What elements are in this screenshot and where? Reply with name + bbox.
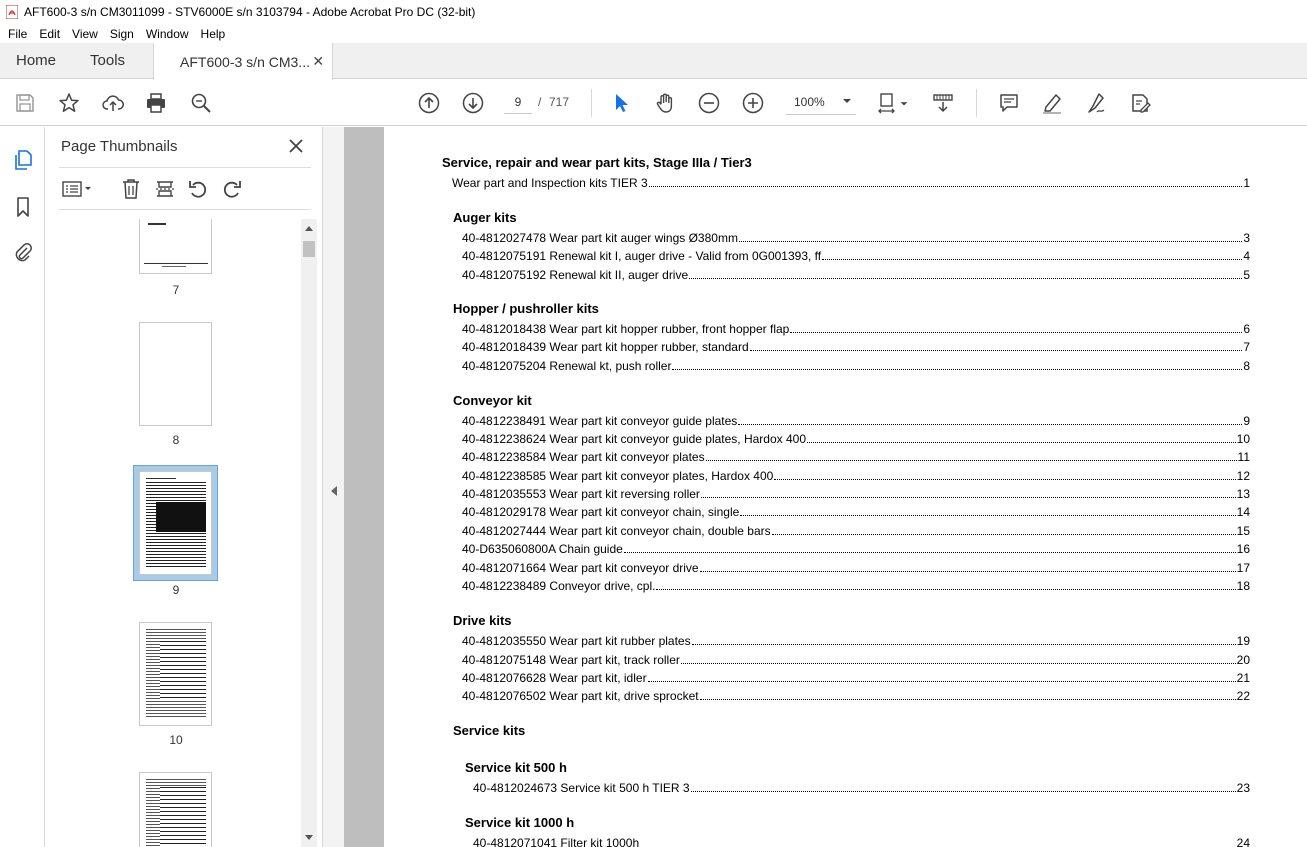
- tab-row: [0, 43, 1307, 79]
- toc-row[interactable]: [462, 540, 1250, 556]
- toc-leader: [656, 589, 1235, 590]
- close-tab-icon[interactable]: ✕: [312, 53, 325, 69]
- title-bar: [0, 0, 1307, 24]
- zoom-search-icon[interactable]: [189, 91, 213, 115]
- toc-row-page: 11: [1237, 450, 1250, 464]
- tab-home[interactable]: Home: [16, 52, 57, 69]
- tab-tools[interactable]: Tools: [90, 52, 126, 69]
- toc-row-text: 40-4812076628 Wear part kit, idler: [462, 671, 647, 685]
- toc-row-text: 40-4812238489 Conveyor drive, cpl.: [462, 579, 656, 593]
- next-page-icon[interactable]: [461, 91, 485, 115]
- thumbnail-page-number: 8: [172, 433, 180, 447]
- toc-row[interactable]: [462, 467, 1250, 483]
- menu-help[interactable]: Help: [200, 26, 226, 41]
- toc-row-page: 3: [1243, 231, 1250, 245]
- bookmark-icon[interactable]: [10, 194, 36, 220]
- edit-document-icon[interactable]: [1128, 91, 1152, 115]
- toc-row-text: 40-4812075204 Renewal kt, push roller: [462, 359, 672, 373]
- toc-row-text: 40-4812076502 Wear part kit, drive sprocket: [462, 689, 699, 703]
- zoom-out-icon[interactable]: [697, 91, 721, 115]
- toc-row[interactable]: [462, 632, 1250, 648]
- toc-leader: [822, 259, 1242, 260]
- main-toolbar: [0, 80, 1307, 126]
- toc-leader: [807, 442, 1236, 443]
- toc-row[interactable]: [462, 669, 1250, 685]
- comment-icon[interactable]: [997, 91, 1021, 115]
- toc-row-page: 7: [1243, 340, 1250, 354]
- page-thumbnail[interactable]: [139, 622, 212, 726]
- thumbnail-page-number: 9: [172, 583, 180, 597]
- thumbnail-options-icon[interactable]: [61, 177, 95, 201]
- page-thumbnail[interactable]: [139, 772, 212, 847]
- thumbnails-scrollbar[interactable]: [301, 219, 317, 847]
- toc-leader: [700, 699, 1236, 700]
- toc-row-page: 1: [1243, 176, 1250, 190]
- toc-leader: [774, 479, 1235, 480]
- toc-row-text: 40-4812238584 Wear part kit conveyor plates: [462, 450, 705, 464]
- highlight-pen-icon[interactable]: [1040, 91, 1064, 115]
- page-total: 717: [549, 95, 570, 109]
- page-thumbnail[interactable]: [139, 322, 212, 426]
- toc-row[interactable]: [473, 779, 1250, 795]
- toc-row-text: Wear part and Inspection kits TIER 3: [452, 176, 648, 190]
- toc-row-text: 40-4812035550 Wear part kit rubber plates: [462, 634, 691, 648]
- toc-row-text: 40-4812024673 Service kit 500 h TIER 3: [473, 781, 690, 795]
- print-icon[interactable]: [144, 91, 168, 115]
- thumbnail-page-number: 10: [169, 733, 183, 747]
- toolbar-divider: [591, 89, 592, 117]
- toc-section-heading: Service kits: [453, 723, 526, 738]
- scroll-up-icon[interactable]: [301, 219, 317, 237]
- menu-edit[interactable]: Edit: [39, 26, 61, 41]
- acrobat-logo-icon: [6, 5, 18, 19]
- toc-leader: [681, 663, 1236, 664]
- toc-row[interactable]: [462, 448, 1250, 464]
- page-fit-icon[interactable]: [876, 91, 900, 115]
- tab-document[interactable]: [153, 43, 333, 80]
- toc-row[interactable]: [462, 503, 1250, 519]
- toc-row[interactable]: [462, 577, 1250, 593]
- toc-leader: [700, 571, 1236, 572]
- toc-row[interactable]: [462, 522, 1250, 538]
- toc-leader: [772, 534, 1236, 535]
- toc-row-text: 40-4812029178 Wear part kit conveyor chain, single: [462, 505, 740, 519]
- toc-leader: [624, 552, 1236, 553]
- toc-leader: [649, 186, 1243, 187]
- scroll-down-icon[interactable]: [301, 829, 317, 847]
- toc-row[interactable]: [462, 357, 1250, 373]
- toc-row[interactable]: [462, 559, 1250, 575]
- toc-row-page: 5: [1243, 268, 1250, 282]
- panel-splitter[interactable]: [322, 127, 344, 847]
- star-icon[interactable]: [57, 91, 81, 115]
- toc-row-text: 40-4812071041 Filter kit 1000h: [473, 836, 640, 847]
- toc-row-page: 20: [1236, 653, 1250, 667]
- collapse-panel-icon[interactable]: [329, 483, 339, 499]
- toc-row-page: 23: [1236, 781, 1250, 795]
- rotate-left-icon[interactable]: [186, 177, 210, 201]
- sign-pen-icon[interactable]: [1084, 91, 1108, 115]
- toc-row-page: 16: [1236, 542, 1250, 556]
- menu-bar: [0, 24, 1307, 43]
- toc-row-text: 40-4812035553 Wear part kit reversing roller: [462, 487, 700, 501]
- toc-row-page: 17: [1236, 561, 1250, 575]
- toc-leader: [739, 241, 1242, 242]
- menu-file[interactable]: File: [8, 26, 28, 41]
- scroll-mode-icon[interactable]: [931, 91, 955, 115]
- toc-row-text: 40-4812071664 Wear part kit conveyor drive: [462, 561, 699, 575]
- toc-leader: [790, 332, 1242, 333]
- extract-pages-icon[interactable]: [153, 177, 177, 201]
- toc-main-heading: Service, repair and wear part kits, Stage IIIa / Tier3: [442, 155, 752, 170]
- pdf-page: [384, 127, 1307, 847]
- toc-row[interactable]: [462, 338, 1250, 354]
- toc-leader: [672, 369, 1242, 370]
- toc-leader: [750, 350, 1243, 351]
- toc-row-page: 19: [1236, 634, 1250, 648]
- toc-row[interactable]: [462, 430, 1250, 446]
- toc-leader: [689, 278, 1242, 279]
- page-thumbnail-selected[interactable]: [139, 471, 212, 575]
- toc-row-page: 14: [1236, 505, 1250, 519]
- toc-leader: [648, 681, 1236, 682]
- toc-row-page: 13: [1236, 487, 1250, 501]
- scrollbar-thumb[interactable]: [303, 241, 315, 257]
- toc-row-text: 40-4812018439 Wear part kit hopper rubber, standard: [462, 340, 749, 354]
- toc-row[interactable]: [462, 412, 1250, 428]
- toc-row[interactable]: [462, 651, 1250, 667]
- toc-row-page: 24: [1236, 836, 1250, 847]
- toc-row-page: 10: [1236, 432, 1250, 446]
- toc-row-page: 8: [1243, 359, 1250, 373]
- chevron-down-icon: [842, 95, 852, 109]
- toc-row-text: 40-4812075191 Renewal kit I, auger drive - Valid from 0G001393, ff: [462, 249, 822, 263]
- toc-row-text: 40-4812027444 Wear part kit conveyor chain, double bars: [462, 524, 771, 538]
- thumbnails-toolbar: [59, 175, 311, 203]
- toc-row[interactable]: [473, 834, 1250, 847]
- toc-section-heading: Auger kits: [453, 210, 517, 225]
- toolbar-divider: [976, 89, 977, 117]
- toc-row-page: 22: [1236, 689, 1250, 703]
- menu-window[interactable]: Window: [145, 26, 189, 41]
- toc-leader: [692, 644, 1236, 645]
- toc-row-page: 6: [1243, 322, 1250, 336]
- toc-row[interactable]: [462, 687, 1250, 703]
- toc-row-text: 40-4812238491 Wear part kit conveyor guide plates: [462, 414, 738, 428]
- panel-divider: [59, 209, 311, 210]
- toc-row-page: 4: [1243, 249, 1250, 263]
- toc-section-heading: Hopper / pushroller kits: [453, 301, 599, 316]
- page-separator: /: [538, 95, 542, 109]
- navigation-rail: [0, 127, 45, 847]
- toc-leader: [706, 460, 1237, 461]
- toc-row-text: 40-4812075148 Wear part kit, track roller: [462, 653, 680, 667]
- rotate-right-icon[interactable]: [220, 177, 244, 201]
- panel-divider: [59, 167, 311, 168]
- toc-subsection-heading: Service kit 500 h: [465, 760, 567, 775]
- toc-row-page: 21: [1236, 671, 1250, 685]
- toc-section-heading: Conveyor kit: [453, 393, 532, 408]
- page-thumbnail[interactable]: [139, 219, 212, 274]
- toc-row-text: 40-4812018438 Wear part kit hopper rubber, front hopper flap: [462, 322, 790, 336]
- attachment-icon[interactable]: [10, 240, 36, 266]
- previous-page-icon[interactable]: [417, 91, 441, 115]
- toc-row-page: 9: [1243, 414, 1250, 428]
- toc-row-text: 40-4812075192 Renewal kit II, auger drive: [462, 268, 689, 282]
- toc-leader: [740, 515, 1235, 516]
- thumbnails-list: [59, 219, 305, 847]
- thumbnail-page-number: 7: [172, 283, 180, 297]
- close-panel-icon[interactable]: [285, 135, 307, 157]
- menu-sign[interactable]: Sign: [109, 26, 134, 41]
- toc-row[interactable]: [462, 229, 1250, 245]
- thumbnails-panel: [45, 127, 322, 847]
- toc-subsection-heading: Service kit 1000 h: [465, 815, 575, 830]
- toc-row-page: 18: [1236, 579, 1250, 593]
- toc-row[interactable]: [462, 320, 1250, 336]
- page-fit-dropdown-icon[interactable]: [898, 91, 910, 115]
- toc-row-text: 40-4812238624 Wear part kit conveyor guide plates, Hardox 400: [462, 432, 806, 446]
- toc-row[interactable]: [462, 247, 1250, 263]
- zoom-dropdown[interactable]: [786, 89, 856, 115]
- toc-leader: [691, 791, 1236, 792]
- zoom-value: 100%: [794, 94, 825, 109]
- toc-row-page: 12: [1236, 469, 1250, 483]
- hand-tool-icon[interactable]: [653, 91, 677, 115]
- zoom-in-icon[interactable]: [741, 91, 765, 115]
- page-number-input[interactable]: [504, 90, 532, 114]
- toc-row-text: 40-4812238585 Wear part kit conveyor plates, Hardox 400: [462, 469, 774, 483]
- document-tab-label: AFT600-3 s/n CM3...: [180, 53, 310, 70]
- toc-row-page: 15: [1236, 524, 1250, 538]
- toc-row[interactable]: [462, 266, 1250, 282]
- toc-leader: [701, 497, 1236, 498]
- toc-row-text: 40-D635060800A Chain guide: [462, 542, 623, 556]
- toc-row-text: 40-4812027478 Wear part kit auger wings Ø380mm: [462, 231, 738, 245]
- menu-view[interactable]: View: [72, 26, 98, 41]
- toc-leader: [738, 424, 1242, 425]
- toc-section-heading: Drive kits: [453, 613, 512, 628]
- select-cursor-icon[interactable]: [609, 91, 633, 115]
- save-icon[interactable]: [13, 91, 37, 115]
- page-thumbnails-icon[interactable]: [10, 147, 36, 173]
- window-title: AFT600-3 s/n CM3011099 - STV6000E s/n 3103794 - Adobe Acrobat Pro DC (32-bit): [24, 5, 476, 19]
- toc-row[interactable]: [462, 485, 1250, 501]
- toc-row[interactable]: [452, 174, 1250, 190]
- document-viewport[interactable]: [344, 127, 1307, 847]
- thumbnails-panel-title: Page Thumbnails: [61, 138, 178, 155]
- upload-cloud-icon[interactable]: [101, 91, 125, 115]
- delete-page-icon[interactable]: [119, 177, 143, 201]
